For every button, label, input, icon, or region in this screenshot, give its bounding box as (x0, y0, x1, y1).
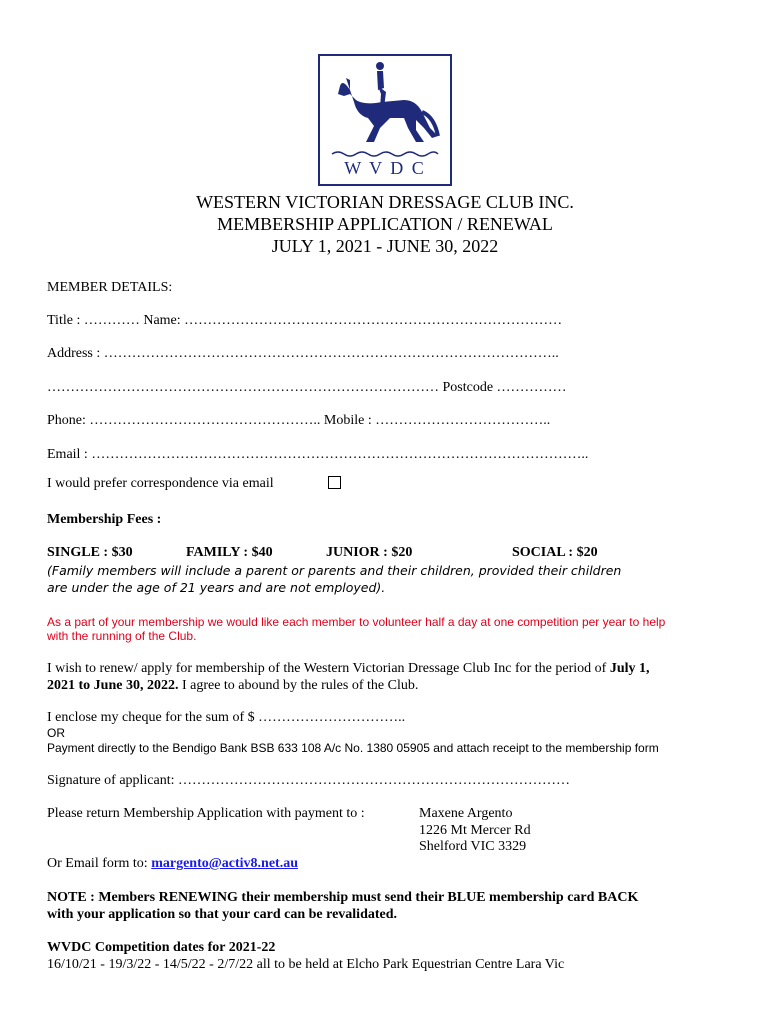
title-name-field[interactable]: Title : ………… Name: ……………………………………………………………………… (47, 313, 563, 328)
return-label: Please return Membership Application with payment to : (47, 806, 365, 821)
fee-social: SOCIAL : $20 (512, 545, 598, 560)
email-preference-label: I would prefer correspondence via email (47, 476, 274, 491)
renew-period-end: 2021 to June 30, 2022. (47, 678, 179, 693)
return-town: Shelford VIC 3329 (419, 839, 527, 854)
email-form-line (47, 856, 298, 872)
return-name: Maxene Argento (419, 806, 513, 821)
renew-statement-line-2 (47, 678, 418, 694)
header-line-2: MEMBERSHIP APPLICATION / RENEWAL (217, 214, 553, 234)
renew-text: I wish to renew/ apply for membership of the Western Victorian Dressage Club Inc for the period of (47, 661, 610, 676)
competition-heading: WVDC Competition dates for 2021-22 (47, 940, 276, 955)
header-line-3: JULY 1, 2021 - JUNE 30, 2022 (271, 236, 499, 256)
competition-dates: 16/10/21 - 19/3/22 - 14/5/22 - 2/7/22 all to be held at Elcho Park Equestrian Centre Lara Vic (47, 957, 565, 972)
club-logo (318, 54, 452, 186)
address-field[interactable]: Address : …………………………………………………………………………………….. (47, 346, 559, 361)
postcode-field[interactable]: ………………………………………………………………………… Postcode …………… (47, 380, 567, 395)
email-link[interactable]: margento@activ8.net.au (151, 856, 298, 871)
volunteer-note-line-2: with the running of the Club. (47, 629, 197, 643)
member-details-heading: MEMBER DETAILS: (47, 280, 173, 295)
logo-text: W V D C (344, 158, 426, 178)
fees-heading: Membership Fees : (47, 512, 162, 527)
or-label: OR (47, 726, 65, 740)
renew-agreement: I agree to abound by the rules of the Club. (178, 678, 419, 693)
header-line-1: WESTERN VICTORIAN DRESSAGE CLUB INC. (196, 192, 574, 212)
fee-single: SINGLE : $30 (47, 545, 133, 560)
signature-field[interactable]: Signature of applicant: ………………………………………………………………………… (47, 773, 571, 788)
renew-statement-line-1 (47, 661, 650, 677)
email-form-label: Or Email form to: (47, 856, 152, 871)
phone-mobile-field[interactable]: Phone: ………………………………………….. Mobile : ……………………………….. (47, 413, 551, 428)
bank-payment-info: Payment directly to the Bendigo Bank BSB 633 108 A/c No. 1380 05905 and attach receipt to the membership form (47, 741, 659, 755)
fee-family: FAMILY : $40 (186, 545, 273, 560)
family-note-line-1: (Family members will include a parent or parents and their children, provided their children (47, 563, 622, 578)
fee-junior: JUNIOR : $20 (326, 545, 413, 560)
volunteer-note-line-1: As a part of your membership we would like each member to volunteer half a day at one competition per year to help (47, 615, 666, 629)
email-field[interactable]: Email : …………………………………………………………………………………………….. (47, 447, 589, 462)
return-street: 1226 Mt Mercer Rd (419, 823, 531, 838)
email-preference-checkbox[interactable] (328, 476, 341, 489)
note-line-1: NOTE : Members RENEWING their membership must send their BLUE membership card BACK (47, 890, 639, 905)
note-line-2: with your application so that your card can be revalidated. (47, 907, 398, 922)
family-note-line-2: are under the age of 21 years and are not employed). (47, 580, 386, 595)
cheque-field[interactable]: I enclose my cheque for the sum of $ ………………………….. (47, 710, 406, 725)
renew-period-start: July 1, (609, 661, 650, 676)
